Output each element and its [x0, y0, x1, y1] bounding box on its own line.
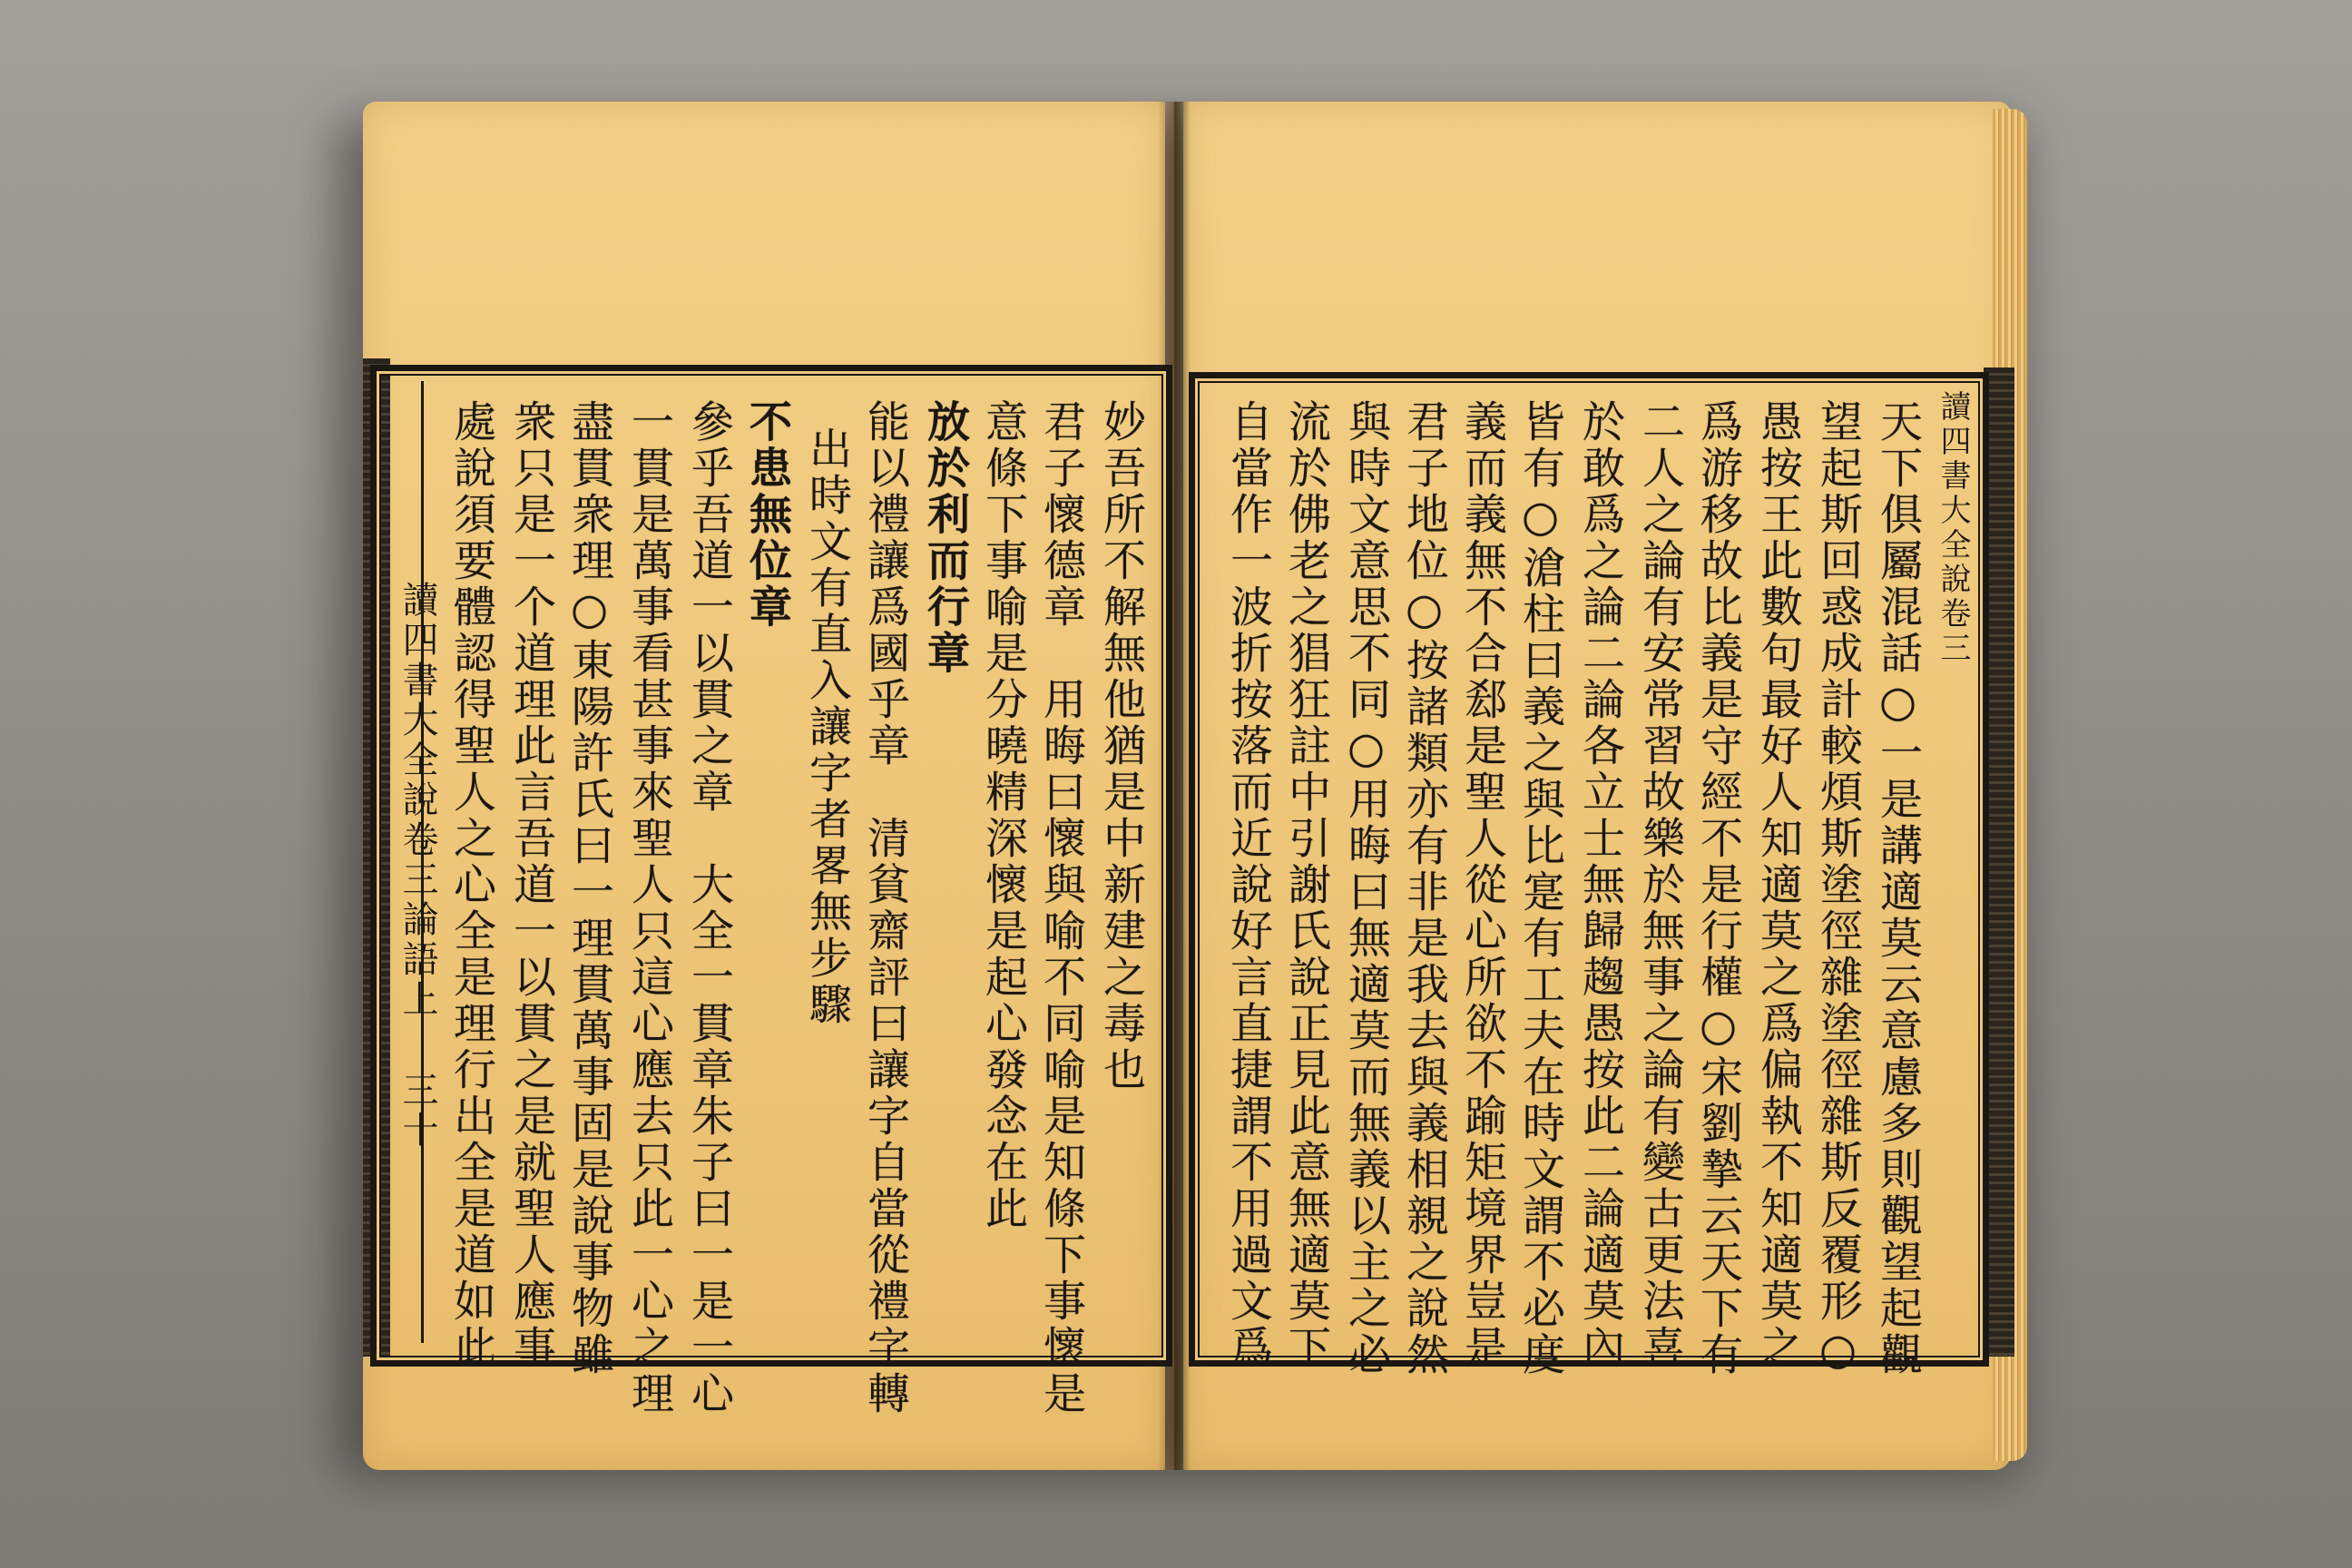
left-col-12: 處說須要體認得聖人之心全是理行出全是道如此 — [446, 399, 496, 1371]
right-banxin-title: 讀四書大全說卷三 — [1935, 390, 1971, 666]
right-col-10: 與時文意思不同○用晦曰無適莫而無義以主之必 — [1341, 399, 1391, 1378]
right-col-3: 愚按王此數句最好人知適莫之爲偏執不知適莫之 — [1753, 399, 1803, 1371]
left-banxin-title: 讀四書大全說卷三論語上 — [397, 581, 438, 1020]
left-col-2: 君子懷德章 用晦曰懷與喻不同喻是知條下事懷是 — [1036, 399, 1086, 1417]
left-col-3: 意條下事喻是分曉精深懷是起心發念在此 — [978, 399, 1028, 1232]
right-col-12: 自當作一波折按落而近說好言直捷謂不用過文爲 — [1223, 399, 1273, 1371]
left-col-8: 參乎吾道一以貫之章 大全一貫章朱子曰一是一心 — [684, 399, 734, 1417]
right-col-9: 君子地位○按諸類亦有非是我去與義相親之說然 — [1399, 399, 1449, 1378]
right-col-11: 流於佛老之猖狂註中引謝氏說正見此意無適莫下 — [1281, 399, 1331, 1371]
right-col-2: 望起斯回惑成計較煩斯塗徑雜塗徑雜斯反覆形○ — [1813, 399, 1863, 1378]
left-col-7: 不患無位章 — [742, 399, 792, 631]
right-col-4: 爲游移故比義是守經不是行權○宋劉摯云天下有 — [1693, 399, 1743, 1378]
left-col-9: 一貫是萬事看甚事來聖人只這心應去只此一心之理 — [624, 399, 674, 1417]
right-col-6: 於敢爲之論二論各立士無歸趨愚按此二論適莫內 — [1575, 399, 1625, 1371]
left-col-1: 妙吾所不解無他猶是中新建之毒也 — [1096, 399, 1146, 1093]
left-col-4: 放於利而行章 — [920, 399, 970, 677]
right-col-7: 皆有○滄柱曰義之與比寔有工夫在時文謂不必度 — [1515, 399, 1565, 1378]
left-col-10: 盡貫衆理○東陽許氏曰一理貫萬事固是說事物雖 — [564, 399, 614, 1378]
left-banxin-folio: 三十 — [397, 1071, 438, 1151]
left-col-5: 能以禮讓爲國乎章 清貧齋評曰讓字自當從禮字轉 — [860, 399, 910, 1417]
left-col-11: 衆只是一个道理此言吾道一以貫之是就聖人應事 — [506, 399, 556, 1371]
right-col-1: 天下俱屬混話○一是講適莫云意慮多則觀望起觀 — [1873, 399, 1923, 1378]
right-col-5: 二人之論有安常習故樂於無事之論有變古更法喜 — [1635, 399, 1685, 1371]
right-col-8: 義而義無不合郄是聖人從心所欲不踰矩境界豈是 — [1457, 399, 1507, 1371]
left-col-6: 出時文有直入讓字者畧無步驟 — [802, 426, 852, 1028]
